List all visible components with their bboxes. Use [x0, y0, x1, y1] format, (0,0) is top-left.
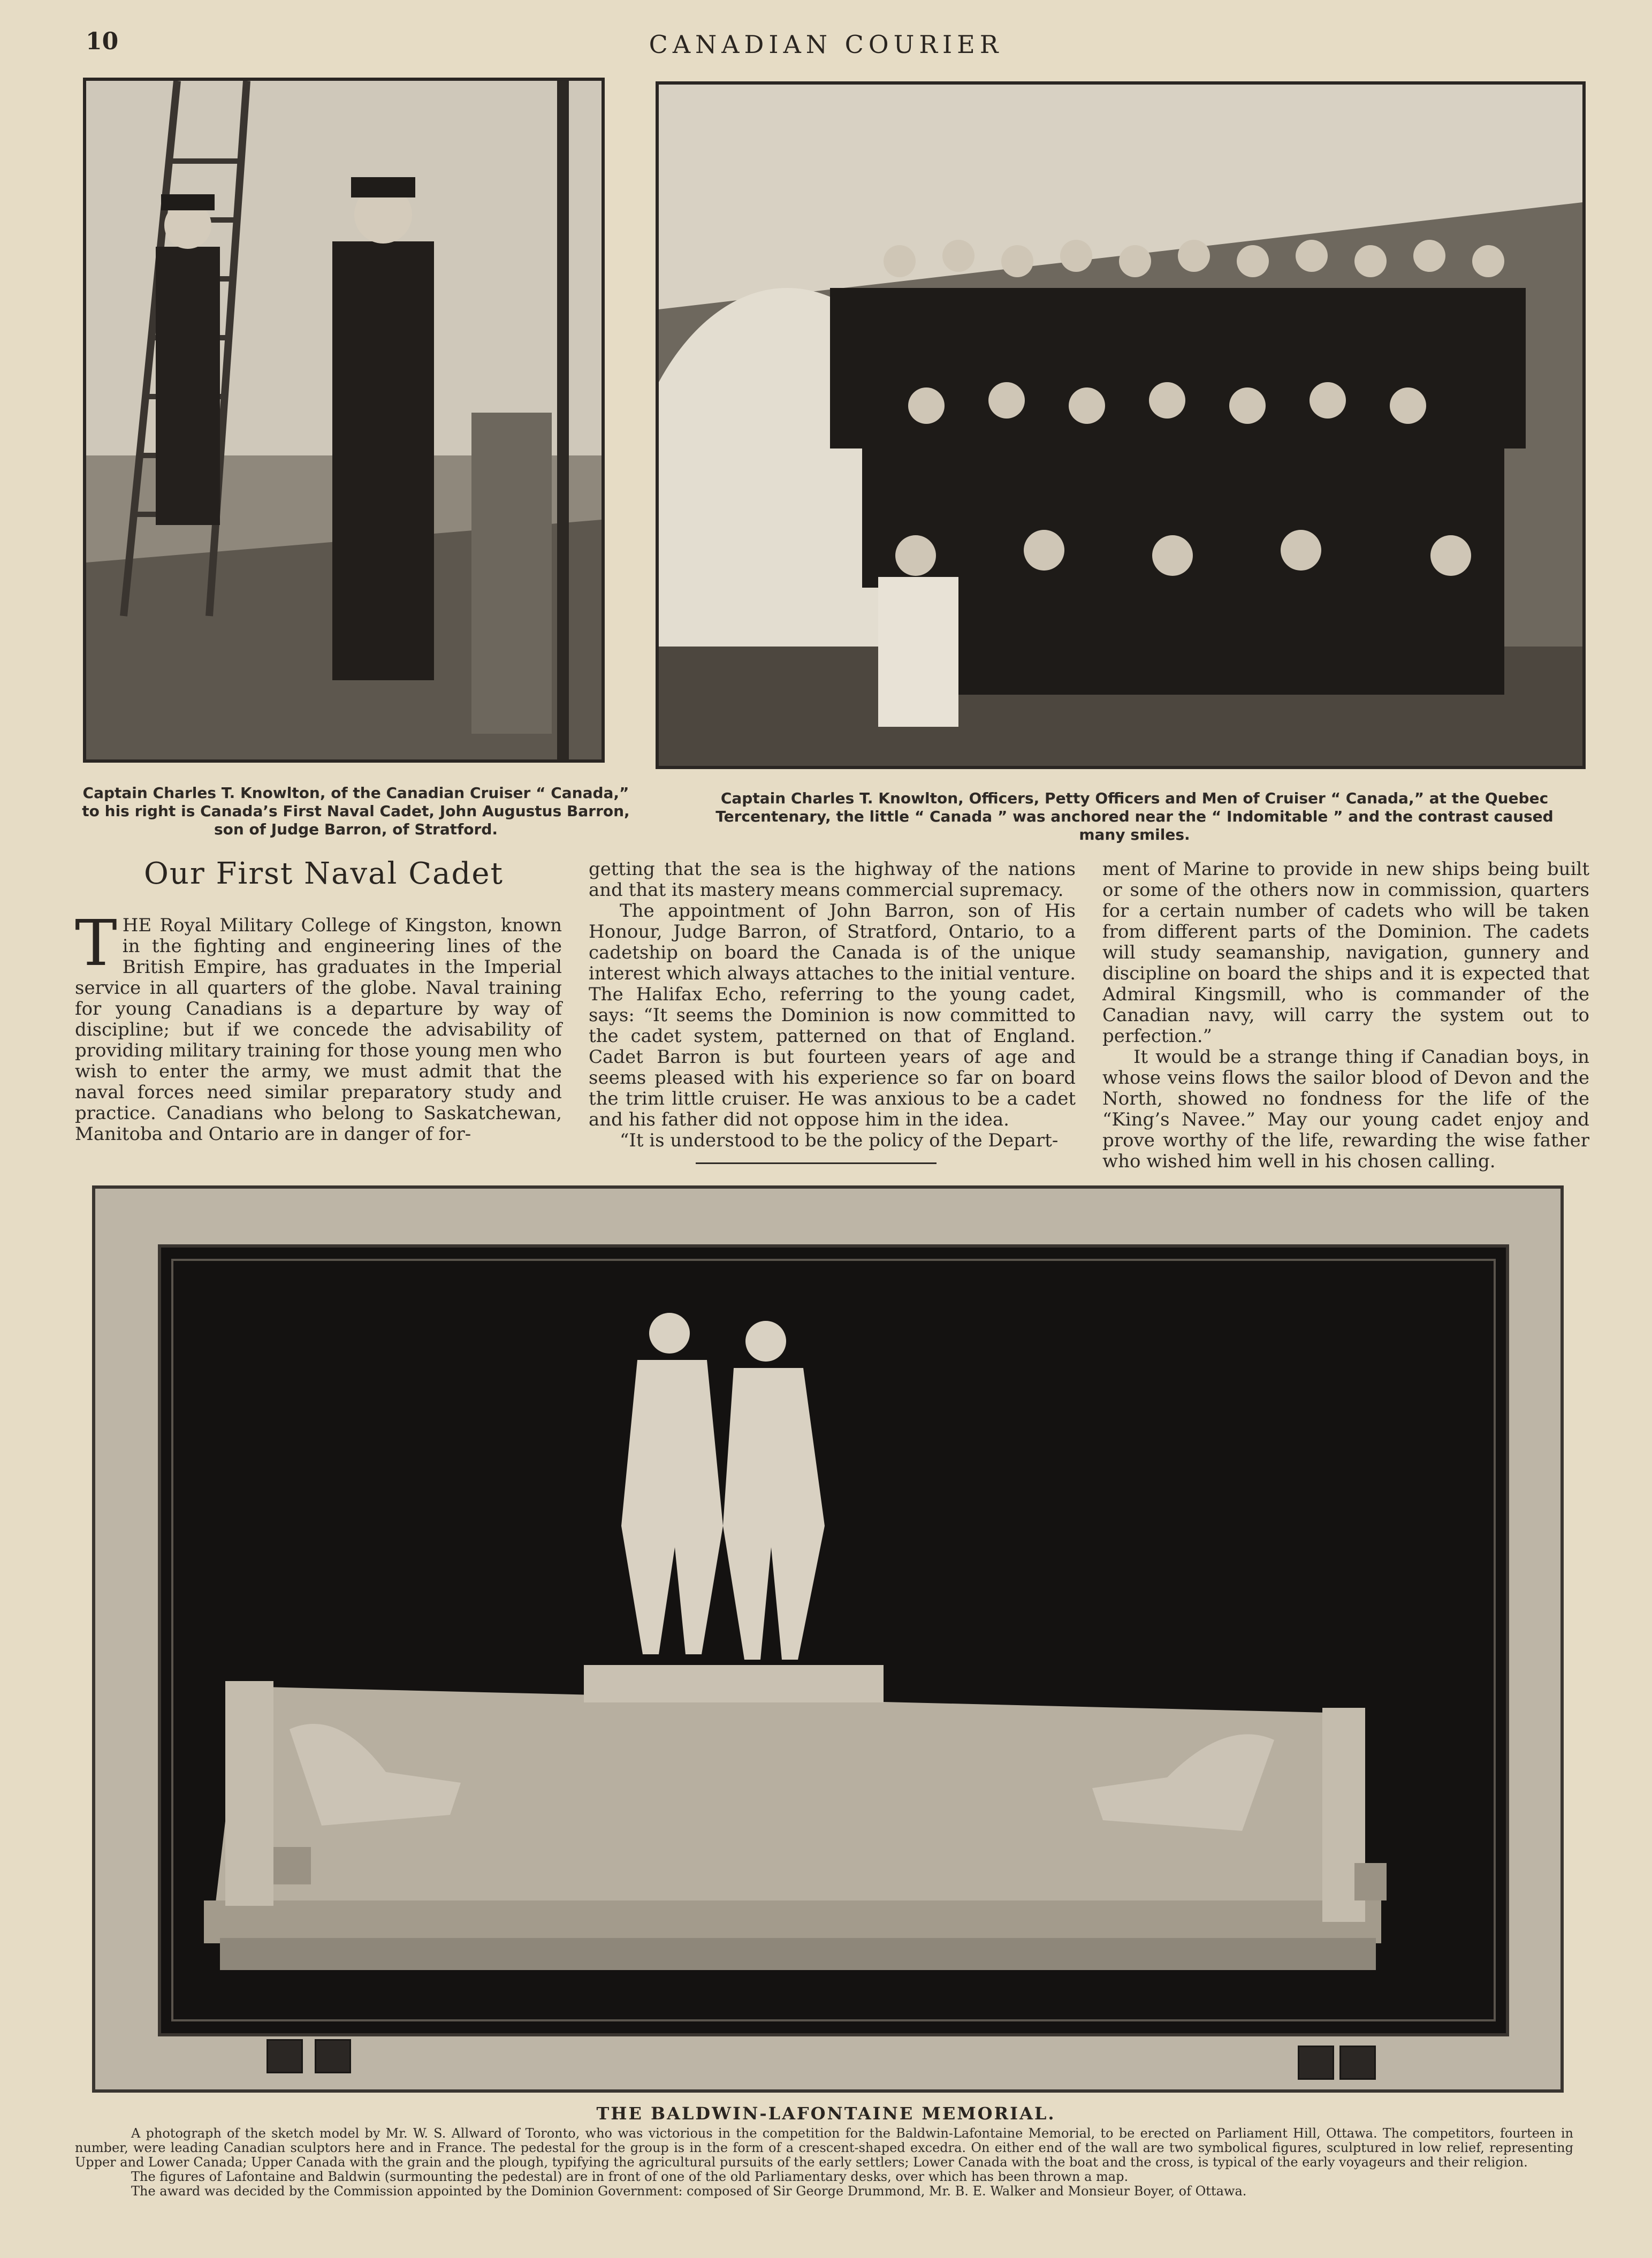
photo-captain-and-cadet-illustration	[86, 81, 602, 759]
article-paragraph: ment of Marine to provide in new ships being built or some of the others now in commission, quarters for a certain number of cadets who will be taken from different parts of the Dominion. The cadets will study seamanship, navigation, gunnery and discipline on board the ships and it is expected that Admiral Kingsmill, who is commander of the Canadian navy, will carry the system out to perfection.”	[1102, 858, 1589, 1047]
article-paragraph: It would be a strange thing if Canadian boys, in whose veins flows the sailor blood of Devon and the North, showed no fondness for the life of the “King’s Navee.” May our young cadet enjoy and prove worthy of the life, rewarding the wise father who wished him well in his chosen calling.	[1102, 1046, 1589, 1172]
memorial-title: THE BALDWIN-LAFONTAINE MEMORIAL.	[596, 2103, 1056, 2124]
article-headline: Our First Naval Cadet	[144, 856, 504, 891]
photo-captain-and-cadet	[83, 78, 605, 763]
photo-officers-and-crew-illustration	[659, 85, 1582, 766]
article-column-2	[589, 859, 1076, 1151]
memorial-caption	[75, 2126, 1573, 2199]
masthead: CANADIAN COURIER	[649, 30, 1003, 59]
article-paragraph: getting that the sea is the highway of the nations and that its mastery means commercial supremacy.	[589, 858, 1076, 901]
memorial-frame-ornament	[315, 2039, 351, 2073]
photo-officers-and-crew	[656, 81, 1586, 769]
photo-caption-officers-and-crew: Captain Charles T. Knowlton, Officers, Petty Officers and Men of Cruiser “ Canada,” at the Quebec Tercentenary, the little “ Canada ” was anchored near the “ Indomitable ” and the contrast caused many smiles.	[715, 789, 1554, 843]
memorial-caption-paragraph: The figures of Lafontaine and Baldwin (surmounting the pedestal) are in front of one of the old Parliamentary desks, over which has been thrown a map.	[131, 2169, 1129, 2184]
photo-caption-captain-and-cadet: Captain Charles T. Knowlton, of the Canadian Cruiser “ Canada,” to his right is Canada’s First Naval Cadet, John Augustus Barron, son of Judge Barron, of Stratford.	[82, 784, 630, 838]
memorial-caption-paragraph: The award was decided by the Commission appointed by the Dominion Government: composed of Sir George Drummond, Mr. B. E. Walker and Monsieur Boyer, of Ottawa.	[131, 2184, 1247, 2199]
page-number: 10	[86, 28, 119, 55]
article-column-1	[75, 906, 562, 1145]
article-end-rule	[696, 1162, 937, 1164]
memorial-photo-inner-border	[171, 1259, 1496, 2021]
article-paragraph: The appointment of John Barron, son of His Honour, Judge Barron, of Stratford, Ontario, to a cadetship on board the Canada is of the unique interest which always attaches to the initial venture. The Halifax Echo, referring to the young cadet, says: “It seems the Dominion is now committed to the cadet system, patterned on that of England. Cadet Barron is but fourteen years of age and seems pleased with his experience so far on board the trim little cruiser. He was anxious to be a cadet and his father did not oppose him in the idea.	[589, 900, 1076, 1130]
memorial-frame-ornament	[1339, 2046, 1376, 2080]
article-column-3	[1102, 859, 1589, 1172]
memorial-caption-paragraph: A photograph of the sketch model by Mr. W. S. Allward of Toronto, who was victorious in the competition for the Baldwin-Lafontaine Memorial, to be erected on Parliament Hill, Ottawa. The competitors, fourteen in number, were leading Canadian sculptors here and in France. The pedestal for the group is in the form of a crescent-shaped excedra. On either end of the wall are two symbolical figures, sculptured in low relief, representing Upper and Lower Canada; Upper Canada with the grain and the plough, typifying the agricultural pursuits of the early settlers; Lower Canada with the boat and the cross, is typical of the early voyageurs and their religion.	[75, 2126, 1573, 2170]
memorial-frame-ornament	[1298, 2046, 1334, 2080]
memorial-frame-ornament	[267, 2039, 303, 2073]
article-paragraph: HE Royal Military College of Kingston, known in the fighting and engineering lines of the British Empire, has graduates in the Imperial service in all quarters of the globe. Naval training for young Canadians is a departure by way of discipline; but if we concede the advisability of providing military training for those young men who wish to enter the army, we must admit that the naval forces need similar preparatory study and practice. Canadians who belong to Saskatchewan, Manitoba and Ontario are in danger of for-	[75, 915, 562, 1145]
article-paragraph: “It is understood to be the policy of the Depart-	[620, 1130, 1059, 1151]
article-dropcap: T	[75, 906, 117, 980]
